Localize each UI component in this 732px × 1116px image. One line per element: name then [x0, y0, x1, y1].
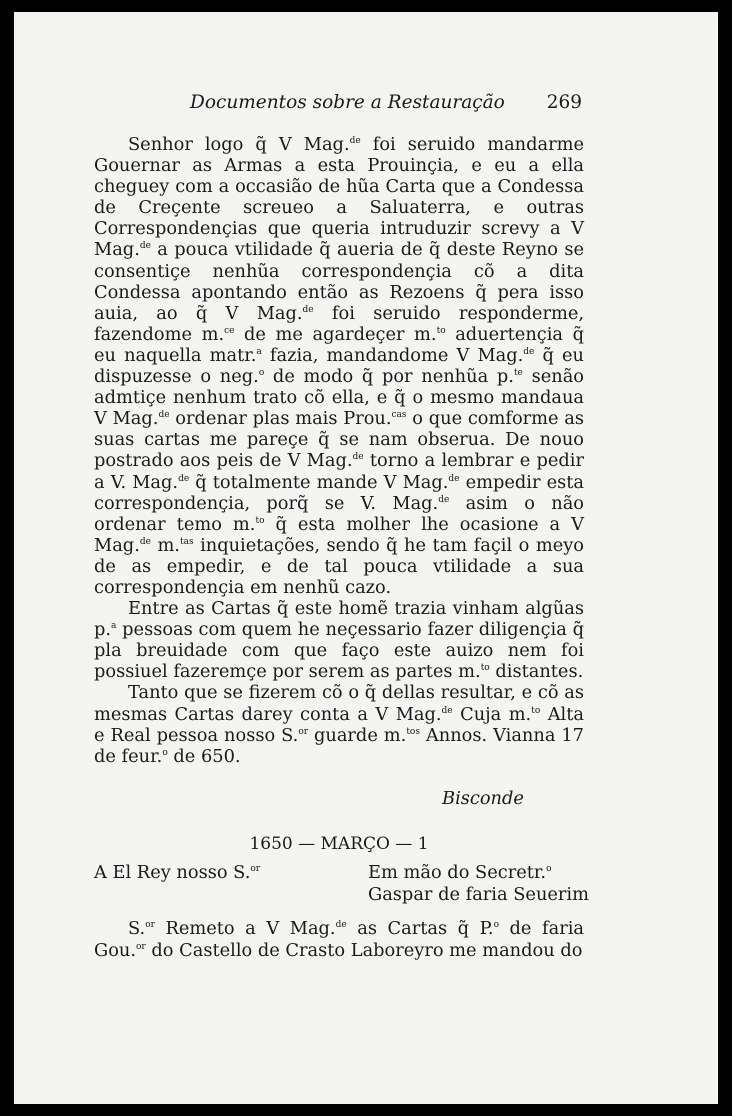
superscript-abbrev: de	[139, 536, 151, 547]
text-run: as Cartas q̃ P.	[346, 918, 494, 939]
text-run: fazia, mandandome V Mag.	[261, 344, 524, 366]
text-run: o que comforme as suas cartas me pareçe q̃ se nam obserua. De nouo postrado aos peis de V Mag.	[94, 408, 584, 472]
superscript-abbrev: de	[523, 346, 535, 357]
text-run: foi seruido mandarme Gouernar as Armas a esta Prouinçia, e eu a ella cheguey com a occasião de hũa Carta que a Condessa de Creçente screueo a Saluaterra, e outras Correspondençias que queria intruduzir screvy a V Mag.	[94, 134, 584, 261]
text-run: empedir esta correspondençia, porq̃ se V. Mag.	[94, 471, 584, 514]
running-header	[190, 92, 582, 113]
superscript-abbrev: de	[335, 920, 347, 930]
superscript-abbrev: tos	[406, 726, 420, 737]
superscript-abbrev: o	[162, 747, 168, 758]
superscript-abbrev: to	[436, 325, 446, 336]
text-run: q̃ esta molher lhe ocasione a V Mag.	[94, 513, 584, 556]
superscript-abbrev: de	[352, 452, 364, 463]
superscript-abbrev: o	[493, 920, 499, 930]
paragraph-3	[94, 682, 584, 766]
text-run: m.	[150, 534, 180, 556]
superscript-abbrev: de	[349, 136, 361, 146]
text-run: ordenar plas mais Prou.	[169, 408, 392, 430]
text-run: Alta e Real pessoa nosso S.	[94, 703, 584, 746]
text-run: Entre as Cartas q̃ este homẽ trazia vinham algũas p.	[94, 598, 584, 641]
text-run: Remeto a V Mag.	[154, 918, 336, 939]
superscript-abbrev: to	[255, 515, 265, 526]
text-run: de modo q̃ por nenhũa p.	[264, 366, 514, 388]
text-run: A El Rey nosso S.	[94, 862, 251, 883]
paragraph-1	[94, 134, 584, 598]
text-run: Em mão do Secretr.	[368, 862, 547, 883]
text-run: Senhor logo q̃ V Mag.	[128, 134, 350, 155]
delivery-note	[368, 862, 589, 906]
text-run: de faria Gou.	[94, 918, 584, 961]
text-run: S.	[128, 918, 146, 939]
text-run: Cuja m.	[452, 703, 532, 725]
text-run: guarde m.	[308, 724, 407, 746]
addressee	[94, 862, 260, 883]
superscript-abbrev: de	[178, 473, 190, 484]
superscript-abbrev: de	[302, 304, 314, 315]
superscript-abbrev: or	[298, 726, 309, 737]
text-run: torno a lembrar e pedir a V. Mag.	[94, 450, 584, 493]
text-run: inquietações, sendo q̃ he tam façil o meyo de as empedir, e de tal pouca vtilidade a sua correspondençia em nenhũ cazo.	[94, 534, 585, 598]
superscript-abbrev: or	[136, 942, 146, 952]
superscript-abbrev: a	[256, 346, 262, 357]
final-paragraph	[94, 918, 584, 962]
text-run: Tanto que se fizerem cõ o q̃ dellas resultar, e cõ as mesmas Cartas darey conta a V Mag.	[94, 682, 584, 725]
superscript-abbrev: de	[438, 494, 450, 505]
superscript-abbrev: tas	[179, 536, 194, 547]
superscript-abbrev: ce	[224, 325, 235, 336]
text-run: aduertençia q̃ eu naquella matr.	[94, 323, 584, 366]
text-run: Annos. Vianna 17 de feur.	[94, 724, 584, 767]
superscript-abbrev: de	[441, 705, 453, 716]
document-date-heading: 1650 — MARÇO — 1	[249, 834, 429, 854]
superscript-abbrev: or	[145, 920, 155, 930]
signature: Bisconde	[442, 788, 524, 809]
delivery-line-1	[368, 862, 589, 884]
superscript-abbrev: te	[513, 368, 523, 379]
superscript-abbrev: de	[139, 241, 151, 252]
superscript-abbrev: o	[258, 368, 265, 379]
delivery-line-2: Gaspar de faria Seuerim	[368, 884, 589, 905]
superscript-abbrev: a	[111, 621, 117, 632]
text-run: foi seruido responderme, fazendome m.	[94, 302, 584, 345]
superscript-abbrev: cas	[391, 410, 407, 421]
book-page	[14, 12, 718, 1104]
text-run: distantes.	[489, 661, 584, 683]
superscript-abbrev: to	[480, 663, 490, 674]
superscript-abbrev: de	[448, 473, 460, 484]
text-run: de me agardeçer m.	[234, 323, 437, 345]
letter-body	[94, 134, 584, 767]
paragraph-2	[94, 598, 584, 682]
text-run: q̃ totalmente mande V Mag.	[189, 471, 449, 493]
text-run: a pouca vtilidade q̃ aueria de q̃ deste Reyno se consentiçe nenhũa correspondençia cõ a dita Condessa apontando então as Rezoens q̃ pera isso auia, ao q̃ V Mag.	[94, 239, 584, 324]
superscript-abbrev: de	[158, 410, 170, 421]
text-run: de 650.	[167, 745, 241, 767]
page-number: 269	[546, 92, 582, 113]
text-run: q̃ eu dispuzesse o neg.	[94, 344, 584, 388]
running-title: Documentos sobre a Restauração	[190, 92, 505, 113]
text-run: do Castello de Crasto Laboreyro me mandou do	[145, 940, 583, 961]
text-run: pessoas com quem he neçessario fazer diligençia q̃ pla breuidade com que faço este auizo nem foi possiuel fazeremçe por serem as partes m.	[94, 619, 584, 683]
text-run: senão admtiçe nenhum trato cõ ella, e q̃ o mesmo mandaua V Mag.	[94, 366, 584, 430]
text-run: asim o não ordenar temo m.	[94, 492, 584, 535]
superscript-abbrev: o	[546, 864, 552, 874]
superscript-abbrev: or	[250, 864, 261, 874]
superscript-abbrev: to	[531, 705, 541, 716]
